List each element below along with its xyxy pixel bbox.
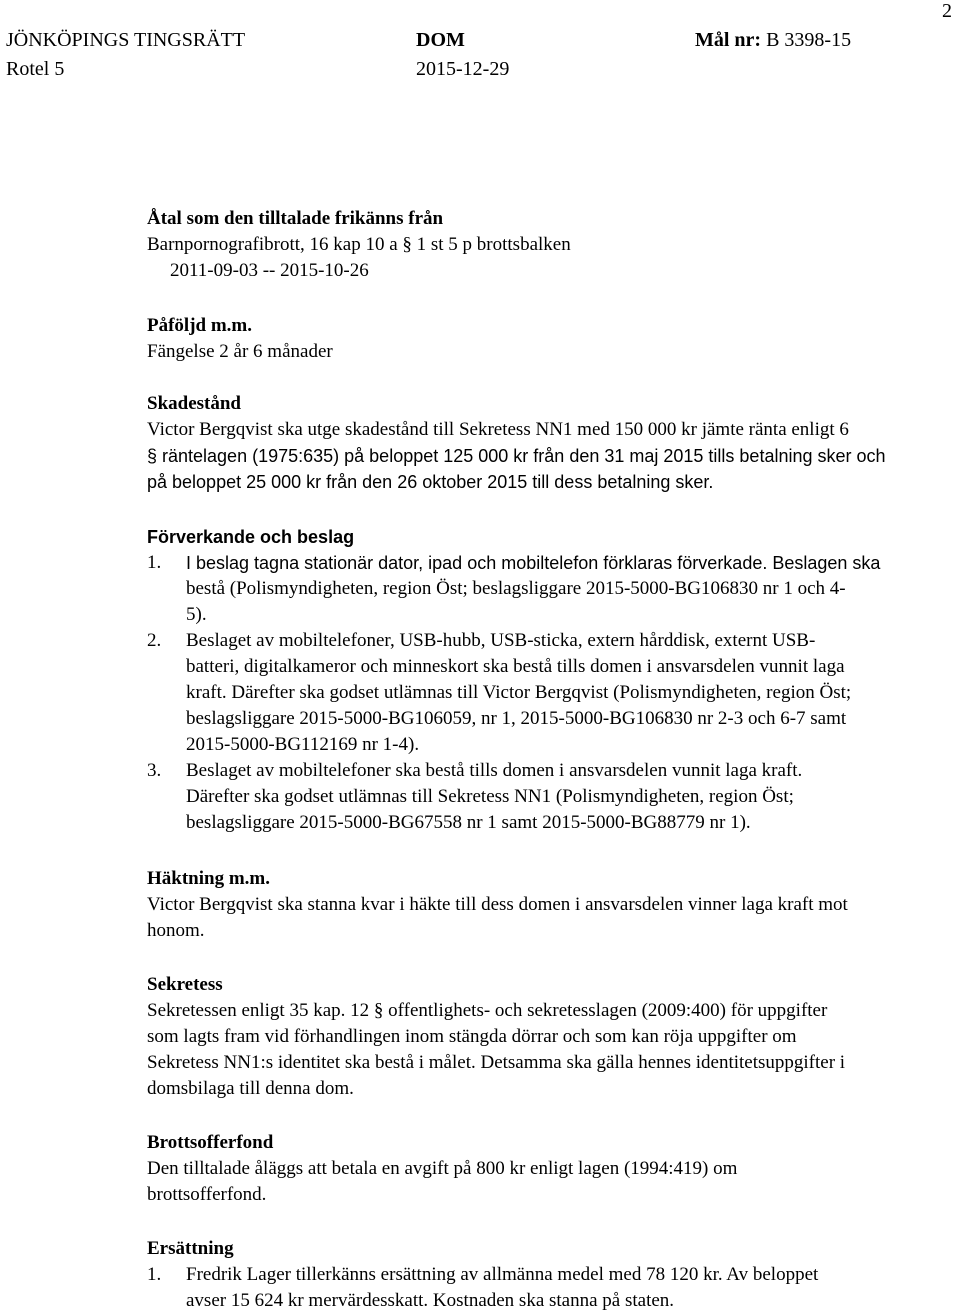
forfeiture-item-line: I beslag tagna stationär dator, ipad och mobiltelefon förklaras förverkade. Beslagen ska bbox=[186, 553, 881, 573]
item-number: 1. bbox=[147, 552, 162, 573]
case-number-label: Mål nr: bbox=[695, 29, 762, 51]
forfeiture-item-line: 5). bbox=[186, 604, 207, 625]
acquittal-offence: Barnpornografibrott, 16 kap 10 a § 1 st 5 p brottsbalken bbox=[147, 234, 571, 255]
forfeiture-item-line: 2015-5000-BG112169 nr 1-4). bbox=[186, 734, 420, 755]
secrecy-line: som lagts fram vid förhandlingen inom stängda dörrar och som kan röja uppgifter om bbox=[147, 1026, 797, 1047]
sanction-title: Påföljd m.m. bbox=[147, 315, 253, 336]
secrecy-line: Sekretessen enligt 35 kap. 12 § offentlighets- och sekretesslagen (2009:400) för uppgifter bbox=[147, 1000, 828, 1021]
detention-line: honom. bbox=[147, 920, 205, 941]
forfeiture-item-line: bestå (Polismyndigheten, region Öst; beslagsliggare 2015-5000-BG106830 nr 1 och 4- bbox=[186, 578, 846, 599]
forfeiture-section bbox=[147, 524, 880, 836]
sanction-text: Fängelse 2 år 6 månader bbox=[147, 341, 333, 362]
victim-fund-line: Den tilltalade åläggs att betala en avgift på 800 kr enligt lagen (1994:419) om bbox=[147, 1158, 738, 1179]
compensation-item-line: Fredrik Lager tillerkänns ersättning av allmänna medel med 78 120 kr. Av beloppet bbox=[186, 1264, 819, 1285]
forfeiture-item-line: beslagsliggare 2015-5000-BG106059, nr 1, 2015-5000-BG106830 nr 2-3 och 6-7 samt bbox=[186, 708, 847, 729]
case-number-line bbox=[695, 29, 851, 52]
secrecy-line: domsbilaga till denna dom. bbox=[147, 1078, 354, 1099]
page-number: 2 bbox=[942, 0, 952, 22]
compensation-item bbox=[147, 1262, 818, 1314]
victim-fund-section bbox=[147, 1130, 737, 1208]
victim-fund-line: brottsofferfond. bbox=[147, 1184, 267, 1205]
acquittal-section bbox=[147, 206, 571, 284]
forfeiture-item bbox=[147, 628, 880, 758]
damages-section bbox=[147, 391, 886, 495]
detention-title: Häktning m.m. bbox=[147, 868, 270, 889]
item-number: 1. bbox=[147, 1264, 162, 1285]
court-unit: Rotel 5 bbox=[6, 58, 65, 80]
compensation-title: Ersättning bbox=[147, 1238, 234, 1259]
damages-line: Victor Bergqvist ska utge skadestånd till Sekretess NN1 med 150 000 kr jämte ränta enligt 6 bbox=[147, 419, 849, 440]
forfeiture-item-line: beslagsliggare 2015-5000-BG67558 nr 1 samt 2015-5000-BG88779 nr 1). bbox=[186, 812, 751, 833]
forfeiture-item bbox=[147, 758, 880, 836]
case-number: B 3398-15 bbox=[766, 29, 852, 51]
secrecy-title: Sekretess bbox=[147, 974, 223, 995]
forfeiture-item-line: kraft. Därefter ska godset utlämnas till Victor Bergqvist (Polismyndigheten, region Öst; bbox=[186, 682, 852, 703]
court-name: JÖNKÖPINGS TINGSRÄTT bbox=[6, 29, 246, 51]
detention-line: Victor Bergqvist ska stanna kvar i häkte till dess domen i ansvarsdelen vinner laga kraft mot bbox=[147, 894, 848, 915]
forfeiture-item-line: Beslaget av mobiltelefoner ska bestå tills domen i ansvarsdelen vunnit laga kraft. bbox=[186, 760, 803, 781]
damages-line: på beloppet 25 000 kr från den 26 oktober 2015 till dess betalning sker. bbox=[147, 472, 714, 492]
secrecy-section bbox=[147, 972, 845, 1102]
sanction-section bbox=[147, 313, 333, 365]
victim-fund-title: Brottsofferfond bbox=[147, 1132, 274, 1153]
detention-section bbox=[147, 866, 848, 944]
damages-line: § räntelagen (1975:635) på beloppet 125 000 kr från den 31 maj 2015 tills betalning sker och bbox=[147, 446, 886, 466]
item-number: 2. bbox=[147, 630, 162, 651]
forfeiture-item bbox=[147, 550, 880, 628]
acquittal-title: Åtal som den tilltalade frikänns från bbox=[147, 208, 444, 229]
forfeiture-item-line: batteri, digitalkameror och minneskort ska bestå tills domen i ansvarsdelen vunnit laga bbox=[186, 656, 845, 677]
item-number: 3. bbox=[147, 760, 162, 781]
forfeiture-item-line: Beslaget av mobiltelefoner, USB-hubb, USB-sticka, extern hårddisk, externt USB- bbox=[186, 630, 816, 651]
acquittal-period: 2011-09-03 -- 2015-10-26 bbox=[170, 260, 369, 281]
document-date: 2015-12-29 bbox=[416, 58, 510, 80]
forfeiture-title: Förverkande och beslag bbox=[147, 527, 355, 547]
compensation-item-line: avser 15 624 kr mervärdesskatt. Kostnaden ska stanna på staten. bbox=[186, 1290, 675, 1311]
forfeiture-item-line: Därefter ska godset utlämnas till Sekretess NN1 (Polismyndigheten, region Öst; bbox=[186, 786, 794, 807]
document-type: DOM bbox=[416, 29, 465, 51]
compensation-section bbox=[147, 1236, 818, 1314]
damages-title: Skadestånd bbox=[147, 393, 241, 414]
secrecy-line: Sekretess NN1:s identitet ska bestå i målet. Detsamma ska gälla hennes identitetsuppgifter i bbox=[147, 1052, 846, 1073]
